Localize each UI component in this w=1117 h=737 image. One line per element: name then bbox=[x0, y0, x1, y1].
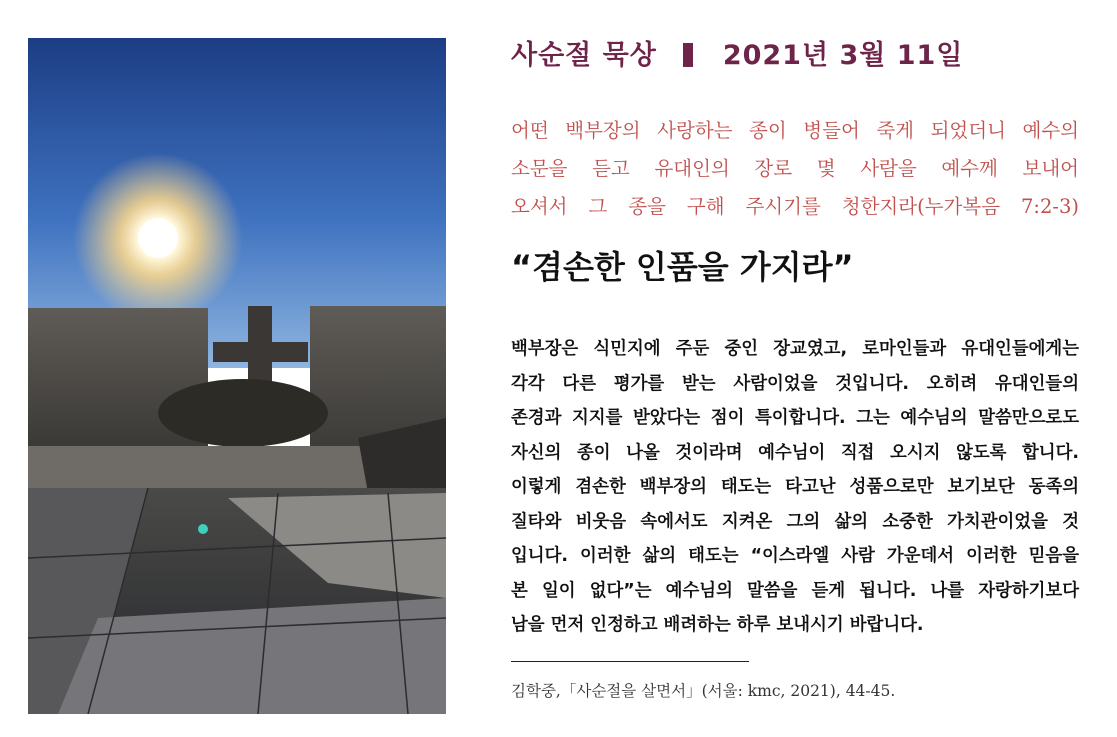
body-line: 각각 다른 평가를 받는 사람이었을 것입니다. 오히려 유대인들의 bbox=[511, 373, 1079, 394]
header-separator bbox=[683, 43, 693, 67]
devotional-text-column bbox=[511, 30, 1079, 701]
body-line: 백부장은 식민지에 주둔 중인 장교였고, 로마인들과 유대인들에게는 bbox=[511, 339, 1079, 359]
devotional-date: 2021년 3월 11일 bbox=[722, 40, 964, 71]
series-title: 사순절 묵상 bbox=[511, 40, 657, 71]
verse-line: 오셔서 그 종을 구해 주시기를 청한지라(누가복음 7:2-3) bbox=[511, 195, 1079, 218]
cross-sunset-photo bbox=[28, 38, 446, 714]
body-line: 입니다. 이러한 삶의 태도는 “이스라엘 사람 가운데서 이러한 믿음을 bbox=[511, 546, 1079, 566]
body-line: 남을 먼저 인정하고 배려하는 하루 보내시기 바랍니다. bbox=[511, 615, 924, 635]
verse-line: 어떤 백부장의 사랑하는 종이 병들어 죽게 되었더니 예수의 bbox=[511, 119, 1079, 142]
devotional-body bbox=[511, 332, 1079, 643]
photo-illustration bbox=[28, 38, 446, 714]
source-citation: 김학중,「사순절을 살면서」(서울: kmc, 2021), 44-45. bbox=[511, 681, 896, 700]
body-line: 이렇게 겸손한 백부장의 태도는 타고난 성품으로만 보기보단 동족의 bbox=[511, 477, 1079, 497]
devotional-title: “겸손한 인품을 가지라” bbox=[511, 248, 854, 286]
devotional-header bbox=[511, 30, 1079, 82]
scripture-verse bbox=[511, 112, 1079, 226]
body-line: 자신의 종이 나올 것이라며 예수님이 직접 오시지 않도록 합니다. bbox=[511, 442, 1079, 463]
footnote-divider bbox=[511, 661, 749, 662]
body-line: 질타와 비웃음 속에서도 지켜온 그의 삶의 소중한 가치관이었을 것 bbox=[511, 511, 1079, 532]
verse-line: 소문을 듣고 유대인의 장로 몇 사람을 예수께 보내어 bbox=[511, 157, 1079, 180]
body-line: 존경과 지지를 받았다는 점이 특이합니다. 그는 예수님의 말씀만으로도 bbox=[511, 408, 1079, 428]
body-line: 본 일이 없다”는 예수님의 말씀을 듣게 됩니다. 나를 자랑하기보다 bbox=[511, 580, 1079, 601]
